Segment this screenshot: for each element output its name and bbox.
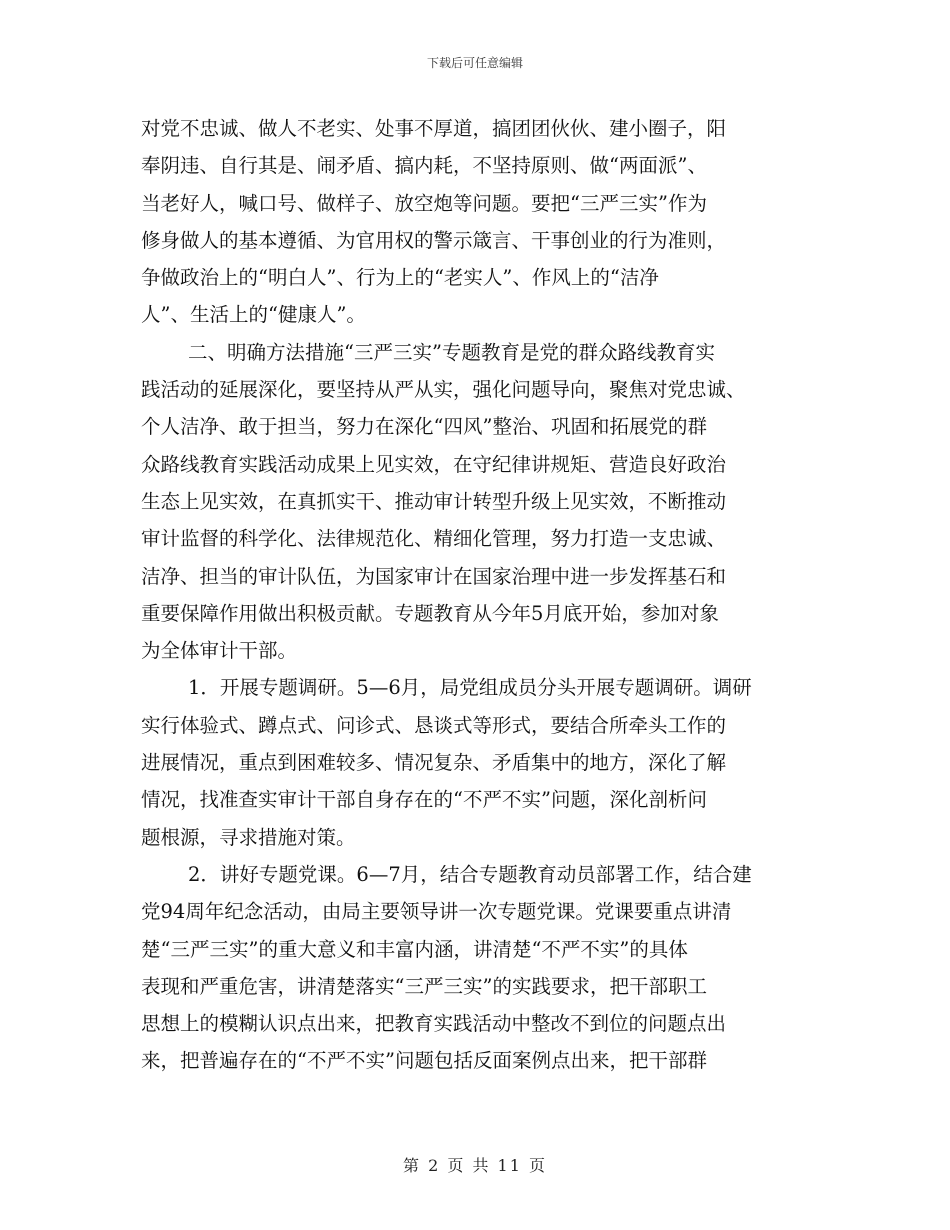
text-line: 审计监督的科学化、法律规范化、精细化管理，努力打造一支忠诚、	[141, 527, 727, 551]
list-item-line: 2．讲好专题党课。6—7月，结合专题教育动员部署工作，结合建	[188, 862, 752, 886]
text-line: 实行体验式、蹲点式、问诊式、恳谈式等形式，要结合所牵头工作的	[141, 713, 727, 737]
text-line: 践活动的延展深化，要坚持从严从实，强化问题导向，聚焦对党忠诚、	[141, 378, 746, 402]
text-line: 重要保障作用做出积极贡献。专题教育从今年5月底开始，参加对象	[141, 601, 719, 625]
text-line: 思想上的模糊认识点出来，把教育实践活动中整改不到位的问题点出	[141, 1012, 727, 1036]
text-line: 情况，找准查实审计干部自身存在的“不严不实”问题，深化剖析问	[141, 788, 707, 812]
text-line: 对党不忠诚、做人不老实、处事不厚道，搞团团伙伙、建小圈子，阳	[141, 117, 727, 140]
page-number-footer: 第 2 页 共 11 页	[403, 1156, 547, 1175]
text-line: 修身做人的基本遵循、为官用权的警示箴言、干事创业的行为准则，	[141, 228, 727, 252]
section-heading-line: 二、明确方法措施“三严三实”专题教育是党的群众路线教育实	[188, 340, 715, 364]
text-line: 生态上见实效，在真抓实干、推动审计转型升级上见实效，不断推动	[141, 489, 727, 513]
text-line: 进展情况，重点到困难较多、情况复杂、矛盾集中的地方，深化了解	[141, 751, 727, 775]
text-line: 为全体审计干部。	[141, 639, 298, 663]
list-item-line: 1．开展专题调研。5—6月，局党组成员分头开展专题调研。调研	[188, 676, 752, 700]
text-line: 人”、生活上的“健康人”。	[141, 303, 366, 327]
text-line: 众路线教育实践活动成果上见实效，在守纪律讲规矩、营造良好政治	[141, 452, 727, 476]
text-line: 洁净、担当的审计队伍，为国家审计在国家治理中进一步发挥基石和	[141, 564, 727, 588]
text-line: 争做政治上的“明白人”、行为上的“老实人”、作风上的“洁净	[141, 266, 659, 290]
text-line: 党94周年纪念活动，由局主要领导讲一次专题党课。党课要重点讲清	[141, 900, 732, 924]
page-header-note: 下载后可任意编辑	[426, 56, 523, 70]
text-line: 表现和严重危害，讲清楚落实“三严三实”的实践要求，把干部职工	[141, 974, 707, 998]
text-line: 奉阴违、自行其是、闹矛盾、搞内耗，不坚持原则、做“两面派”、	[141, 154, 707, 178]
text-line: 来，把普遍存在的“不严不实”问题包括反面案例点出来，把干部群	[141, 1049, 707, 1073]
text-line: 楚“三严三实”的重大意义和丰富内涵，讲清楚“不严不实”的具体	[141, 937, 688, 961]
text-line: 题根源，寻求措施对策。	[141, 825, 356, 849]
document-body	[141, 110, 815, 1080]
text-line: 个人洁净、敢于担当，努力在深化“四风”整治、巩固和拓展党的群	[141, 415, 707, 439]
text-line: 当老好人，喊口号、做样子、放空炮等问题。要把“三严三实”作为	[141, 191, 707, 215]
